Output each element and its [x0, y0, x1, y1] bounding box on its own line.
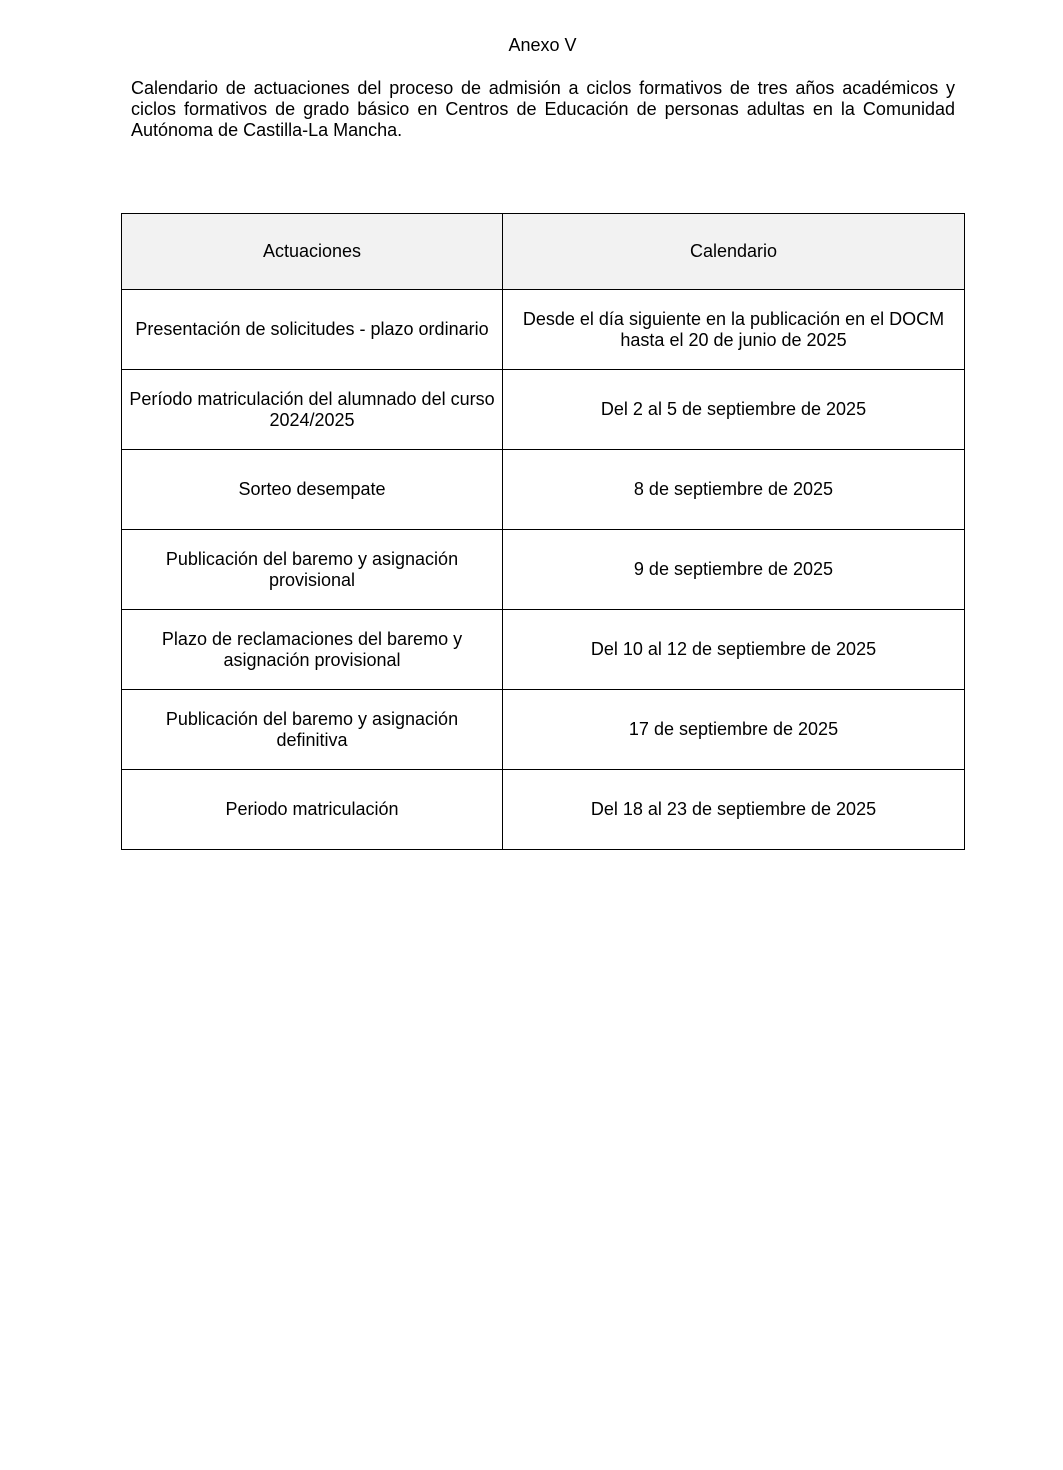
table-row	[122, 370, 965, 450]
intro-paragraph: Calendario de actuaciones del proceso de admisión a ciclos formativos de tres años académicos y ciclos formativos de grado básico en Centros de Educación de personas adultas en la Comunidad Autónoma de Castilla-La Mancha.	[131, 78, 955, 140]
table-row	[122, 450, 965, 530]
actuacion-cell: Período matriculación del alumnado del curso 2024/2025	[122, 370, 503, 450]
column-header-actuaciones: Actuaciones	[122, 214, 503, 290]
calendar-table	[121, 213, 965, 850]
calendario-cell: 17 de septiembre de 2025	[503, 690, 965, 770]
table-row	[122, 610, 965, 690]
table-row	[122, 690, 965, 770]
actuacion-cell: Periodo matriculación	[122, 770, 503, 850]
calendario-cell: Del 10 al 12 de septiembre de 2025	[503, 610, 965, 690]
calendario-cell: 8 de septiembre de 2025	[503, 450, 965, 530]
actuacion-cell: Sorteo desempate	[122, 450, 503, 530]
table-header-row	[122, 214, 965, 290]
table-row	[122, 530, 965, 610]
calendario-cell: Del 18 al 23 de septiembre de 2025	[503, 770, 965, 850]
calendario-cell: Del 2 al 5 de septiembre de 2025	[503, 370, 965, 450]
table-row	[122, 290, 965, 370]
actuacion-cell: Presentación de solicitudes - plazo ordinario	[122, 290, 503, 370]
column-header-calendario: Calendario	[503, 214, 965, 290]
calendario-cell: 9 de septiembre de 2025	[503, 530, 965, 610]
table-row	[122, 770, 965, 850]
actuacion-cell: Plazo de reclamaciones del baremo y asignación provisional	[122, 610, 503, 690]
calendario-cell: Desde el día siguiente en la publicación en el DOCM hasta el 20 de junio de 2025	[503, 290, 965, 370]
page-title: Anexo V	[508, 35, 577, 55]
actuacion-cell: Publicación del baremo y asignación definitiva	[122, 690, 503, 770]
actuacion-cell: Publicación del baremo y asignación provisional	[122, 530, 503, 610]
